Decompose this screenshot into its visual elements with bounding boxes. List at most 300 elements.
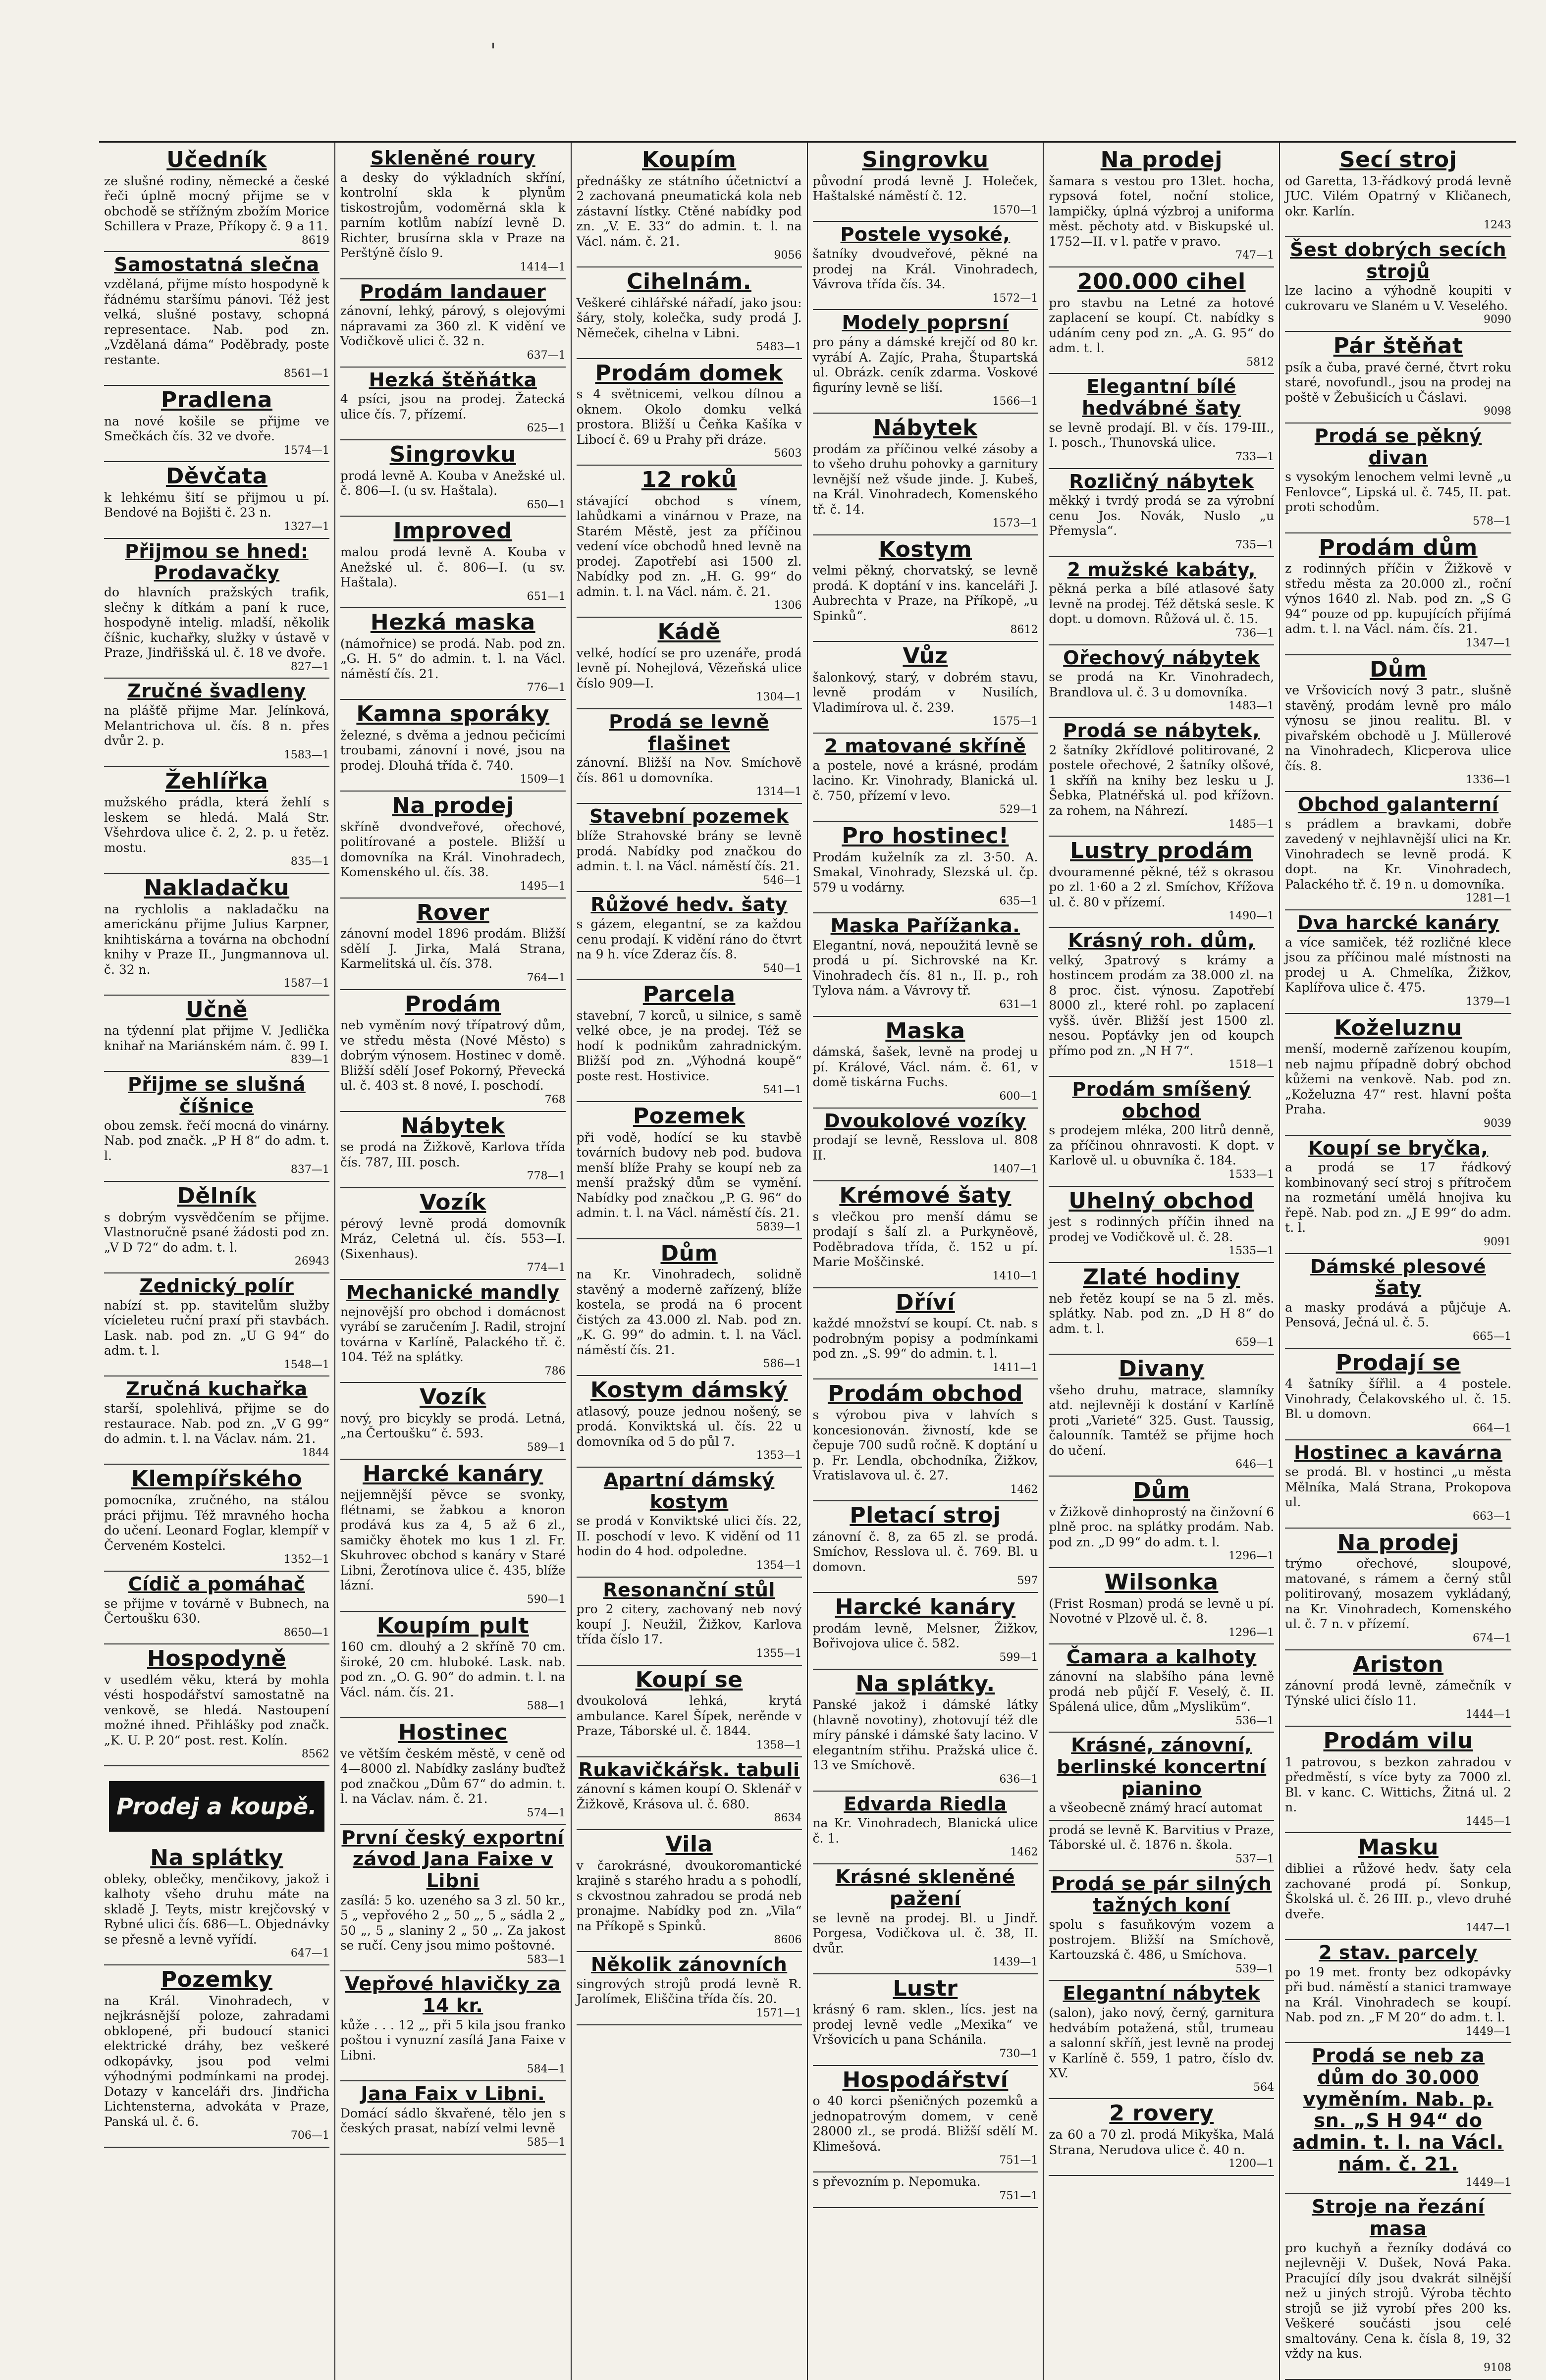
ad-headline: Krémové šaty (839, 1183, 1012, 1209)
ad-reference-number: 1281—1 (1466, 892, 1511, 905)
ad-headline: Harcké kanáry (835, 1594, 1016, 1620)
ad-headline: Prodám landauer (360, 280, 546, 303)
ad-body: neb vyměním nový třípatrový dům, ve středu města (Nové Město) s dobrým výnosem. Hostinec v domě. Bližší sdělí Josef Pokorný, Převecká ul. č. 403 st. 8 nové, I. poschodí. (340, 1018, 566, 1093)
classified-ad (813, 1109, 1038, 1182)
ad-reference-number: 1347—1 (1466, 636, 1511, 649)
classified-ad (1049, 267, 1274, 374)
classified-ad (813, 1379, 1038, 1501)
classified-ad (1285, 655, 1511, 792)
ad-reference-number: 1379—1 (1466, 995, 1511, 1008)
ad-body: zánovní prodá levně, zámečník v Týnské ulici číslo 11. (1285, 1678, 1511, 1708)
classified-ad (1285, 332, 1511, 423)
ad-body: s dobrým vysvědčením se přijme. Vlastnoručně psané žádosti pod zn. „V D 72“ do adm. t. l. (104, 1210, 329, 1255)
ad-reference-number: 9091 (1484, 1235, 1511, 1248)
classified-ad (1049, 645, 1274, 719)
ad-headline: Prodá se levně flašinet (609, 711, 769, 754)
ad-reference-number: 1353—1 (756, 1449, 802, 1462)
ad-reference-number: 646—1 (1235, 1458, 1275, 1471)
ad-headline: Elegantní bílé hedvábné šaty (1082, 375, 1241, 420)
ad-body: menší, moderně zařízenou koupím, neb najmu případně dobrý obchod kůžemi na venkově. Nab. pod zn. „Koželuzna 47“ rest. hlavní pošta Praha. (1285, 1042, 1511, 1117)
classified-columns (99, 141, 1516, 2374)
ad-body: Elegantní, nová, nepoužitá levně se prodá u pí. Sichrovské na Kr. Vinohradech čís. 81 n., II. p., roh Tylova nám. a Vávrovy tř. (812, 938, 1038, 998)
ad-headline: Uhelný obchod (1068, 1188, 1255, 1214)
ad-body: se prodá na Žižkově, Karlova třída čís. 787, III. posch. (340, 1140, 566, 1169)
ad-body: za 60 a 70 zl. prodá Mikyška, Malá Strana, Nerudova ulice č. 40 n. (1049, 2127, 1275, 2157)
ad-reference-number: 597 (1017, 1575, 1038, 1587)
classified-ad (1285, 910, 1511, 1014)
ad-reference-number: 1490—1 (1228, 910, 1275, 923)
ad-body: 160 cm. dlouhý a 2 skříně 70 cm. široké, 20 cm. hluboké. Lask. nab. pod zn. „O. G. 90“ do admin. t. l. na Václ. nám. čís. 21. (340, 1640, 566, 1699)
ad-body: ze slušné rodiny, německé a české řeči úplně mocný přijme se v obchodě se střížným zbožím Morice Schillera v Praze, Příkopy č. 9 a 11. (104, 173, 329, 234)
ad-body: 4 psíci, jsou na prodej. Žatecká ulice čís. 7, přízemí. (340, 392, 566, 422)
ad-reference-number: 585—1 (527, 2136, 566, 2149)
ad-headline: Divany (1119, 1356, 1205, 1382)
ad-headline: Cihelnám. (627, 268, 751, 294)
ad-body: dámská, šašek, levně na prodej u pí. Králové, Václ. nám. č. 61, v domě tiskárna Fuchs. (812, 1045, 1038, 1090)
ad-reference-number: 8562 (301, 1748, 329, 1761)
classified-ad (104, 146, 329, 252)
ad-body: každé množství se koupí. Ct. nab. s podrobným popisy a podmínkami pod zn. „S. 99“ do admin. t. l. (812, 1316, 1038, 1361)
ad-reference-number: 1336—1 (1466, 774, 1511, 787)
classified-ad (104, 1182, 329, 1273)
ad-headline: Masku (1358, 1835, 1439, 1860)
ad-headline: Pradlena (160, 387, 272, 413)
ad-reference-number: 1445—1 (1466, 1815, 1511, 1828)
classified-ad (340, 2081, 566, 2155)
classified-ad (577, 1757, 802, 1831)
ad-reference-number: 827—1 (290, 660, 329, 673)
classified-ad (340, 1718, 566, 1825)
ad-reference-number: 588—1 (527, 1700, 566, 1713)
classified-ad (813, 1670, 1038, 1792)
ad-reference-number: 1535—1 (1228, 1245, 1275, 1258)
classified-ad (1049, 1477, 1274, 1568)
ad-body: nový, pro bicykly se prodá. Letná, „na Čertoušku“ č. 593. (340, 1411, 566, 1441)
ad-body: v usedlém věku, která by mohla vésti hospodářství samostatně na venkově, se hledá. Nastoupení možné ihned. Přihlášky pod značk. „K. U. P. 20“ post. rest. Kolín. (104, 1672, 329, 1747)
classified-ad (577, 1468, 802, 1578)
ad-reference-number: 1518—1 (1228, 1058, 1275, 1071)
ad-headline: Prodám smíšený obchod (1072, 1078, 1251, 1122)
ad-body: po 19 met. fronty bez odkopávky při bud. náměstí a stanici tramwaye na Král. Vinohradech se koupí. Nab. pod zn. „F M 20“ do adm. t. l. (1285, 1964, 1511, 2025)
ad-reference-number: 733—1 (1235, 450, 1275, 463)
ad-reference-number: 1355—1 (756, 1647, 802, 1660)
ad-headline: Hezká štěňátka (369, 369, 537, 391)
ad-headline: Pár štěňat (1333, 333, 1463, 359)
ad-body: spolu s fasuňkovým vozem a postrojem. Bližší na Smíchově, Kartouzská č. 486, u Smíchova. (1049, 1917, 1275, 1962)
classified-ad (1049, 2099, 1274, 2175)
ad-reference-number: 751—1 (999, 2154, 1038, 2167)
ad-body: pěkná perka a bílé atlasové šaty levně na prodej. Též dětská sesle. K dopt. u domovn. Růžová ul. č. 15. (1049, 582, 1275, 627)
ad-headline: Elegantní nábytek (1063, 1982, 1260, 2005)
ad-reference-number: 5483—1 (756, 341, 802, 354)
ad-headline: Rukavičkářsk. tabuli (578, 1758, 800, 1781)
classified-ad (1049, 1355, 1274, 1477)
ad-reference-number: 26943 (294, 1255, 329, 1268)
ad-reference-number: 9090 (1484, 314, 1511, 326)
ad-reference-number: 1583—1 (283, 748, 329, 761)
ad-headline: Na prodej (1337, 1530, 1459, 1555)
ad-headline: Děvčata (165, 464, 267, 489)
ad-headline: Prodám domek (595, 360, 783, 386)
ad-headline: Wilsonka (1105, 1569, 1219, 1595)
classified-ad (577, 267, 802, 359)
ad-reference-number: 839—1 (290, 1054, 329, 1066)
classified-ad (1049, 1821, 1274, 1871)
ad-headline: Žehlířka (165, 768, 268, 794)
ad-reference-number: 5839—1 (756, 1220, 802, 1233)
ad-headline: Mechanické mandly (346, 1281, 560, 1303)
ad-headline: Na prodej (1100, 147, 1223, 172)
top-mark: ' (490, 40, 496, 62)
classified-ad (577, 359, 802, 466)
classified-ad (813, 414, 1038, 535)
ad-body: a masky prodává a půjčuje A. Pensová, Ječná ul. č. 5. (1285, 1300, 1511, 1330)
ad-body: s vysokým lenochem velmi levně „u Fenlovce“, Lipská ul. č. 745, II. pat. proti schodům. (1285, 470, 1511, 515)
classified-ad (104, 874, 329, 996)
ad-reference-number: 1573—1 (992, 517, 1038, 530)
ad-headline: Nábytek (873, 415, 978, 440)
ad-reference-number: 735—1 (1235, 538, 1275, 551)
classified-ad (813, 222, 1038, 310)
classified-ad (104, 1465, 329, 1571)
classified-ad (1049, 1981, 1274, 2099)
ad-reference-number: 778—1 (527, 1170, 566, 1183)
classified-ad (813, 1501, 1038, 1593)
ad-headline: Harcké kanáry (363, 1461, 543, 1486)
ad-headline: Vůz (903, 643, 948, 669)
ad-headline: Vepřové hlavičky za 14 kr. (345, 1973, 561, 2017)
ad-body: se přijme v továrně v Bubnech, na Čertoušku 630. (104, 1596, 329, 1626)
ad-headline: Čamara a kalhoty (1066, 1646, 1257, 1668)
ad-headline: Prodá se pár silných tažných koní (1051, 1872, 1272, 1916)
ad-reference-number: 529—1 (999, 803, 1038, 816)
ad-headline: Kostym dámský (590, 1377, 788, 1403)
ad-body: neb řetěz koupí se na 5 zl. měs. splátky. Nab. pod zn. „D H 8“ do adm. t. l. (1049, 1291, 1275, 1336)
classified-ad (1285, 2043, 1511, 2194)
classified-ad (1285, 1440, 1511, 1529)
classified-ad (1285, 1940, 1511, 2044)
classified-ad (104, 1965, 329, 2148)
ad-body: a desky do výkladních skříní, kontrolní skla k plynům tiskostrojům, vodoměrná skla k parním kotlům nabízí levně D. Richter, brusírna skla v Praze na Perštýně číslo 9. (340, 170, 566, 261)
classified-ad (813, 642, 1038, 734)
ad-headline: Postele vysoké, (840, 223, 1011, 246)
ad-body: 2 šatníky 2křídlové politirované, 2 postele ořechové, 2 šatníky olšové, 1 skříň na knihy bez lesku u J. Šebka, Platnéřská ul. pod křížovn. za rohem, na Náhrezí. (1049, 742, 1275, 818)
column-3 (572, 143, 808, 2380)
ad-reference-number: 1306 (774, 599, 802, 612)
ad-headline: Lustr (893, 1975, 958, 2001)
ad-headline: Přijmou se hned: Prodavačky (125, 540, 309, 584)
ad-reference-number: 589—1 (527, 1441, 566, 1454)
ad-headline: Nábytek (401, 1113, 505, 1139)
ad-headline: Hospodářství (842, 2067, 1009, 2093)
ad-body: na Král. Vinohradech, v nejkrásnější poloze, zahradami obklopené, při budoucí stanici elektrické dráhy, bez veškeré odkopávky, jsou pod velmi výhodnými podmínkami na prodej. Dotazy v kanceláři drs. Jindřicha Lichtensterna, advokáta v Praze, Panská ul. č. 6. (104, 1993, 329, 2129)
ad-body: prodá se levně K. Barvitius v Praze, Táborské ul. č. 1876 n. škola. (1049, 1822, 1275, 1852)
classified-ad (340, 517, 566, 608)
ad-reference-number: 651—1 (527, 590, 566, 603)
ad-body: původní prodá levně J. Holeček, Haštalské náměstí č. 12. (812, 173, 1038, 204)
ad-body: z rodinných příčin v Žižkově v středu města za 20.000 zl., roční výnos 1640 zl. Nab. pod zn. „S G 94“ pouze od pp. kupujících přijímá adm. t. l. na Václ. nám. čís. 21. (1285, 561, 1511, 636)
ad-reference-number: 1447—1 (1466, 1922, 1511, 1935)
ad-headline: Ořechový nábytek (1063, 646, 1260, 669)
classified-ad (577, 1830, 802, 1952)
classified-ad (813, 535, 1038, 642)
classified-ad (1049, 928, 1274, 1077)
ad-reference-number: 1444—1 (1466, 1708, 1511, 1721)
classified-ad (1049, 374, 1274, 469)
classified-ad (813, 1974, 1038, 2066)
ad-body: v čarokrásné, dvoukoromantické krajině s starého hradu a s pohodlí, s ckvostnou zahradou se prodá neb pronajme. Nabídky pod zn. „Vila“ na Příkopě s Spinků. (576, 1858, 802, 1933)
ad-body: se prodá na Kr. Vinohradech, Brandlova ul. č. 3 u domovníka. (1049, 670, 1275, 699)
ad-headline: První český exportní závod Jana Faixe v Libni (341, 1826, 564, 1892)
classified-ad (813, 734, 1038, 822)
ad-reference-number: 1449—1 (1466, 2025, 1511, 2038)
classified-ad (104, 679, 329, 767)
ad-reference-number: 1462 (1010, 1483, 1038, 1496)
ad-reference-number: 536—1 (1235, 1714, 1275, 1727)
ad-body: vzdělaná, přijme místo hospodyně k řádnému staršímu pánovi. Též jest velká, slušné postavy, schopná representace. Nab. pod zn. „Vzdělaná dáma“ Poděbrady, poste restante. (104, 277, 329, 367)
ad-headline: Prodá se nábytek, (1063, 720, 1260, 742)
ad-body: Prodám kuželník za zl. 3·50. A. Smakal, Vinohrady, Slezská ul. čp. 579 u vodárny. (812, 849, 1038, 895)
ad-reference-number: 1304—1 (756, 691, 802, 704)
ad-headline: Prodám dům (1319, 534, 1478, 560)
classified-ad (1285, 1833, 1511, 1940)
classified-ad (104, 386, 329, 462)
ad-body: na Kr. Vinohradech, solidně stavěný a moderně zařízený, blíže kostela, se prodá na 6 procent čistých za 43.000 zl. Nab. pod zn. „K. G. 99“ do admin. t. l. na Václ. náměstí čís. 21. (576, 1267, 802, 1357)
ad-body: obou zemsk. řečí mocná do vinárny. Nab. pod značk. „P H 8“ do adm. t. l. (104, 1118, 329, 1163)
ad-reference-number: 774—1 (527, 1262, 566, 1274)
ad-body: s vlečkou pro menší dámu se prodají s šalí zl. a Purkyněově, Poděbradova třída, č. 152 u pí. Marie Moščinské. (812, 1209, 1038, 1269)
ad-headline: Improved (393, 518, 513, 544)
ad-body: pérový levně prodá domovník Mráz, Celetná ul. čís. 553—I. (Sixenhaus). (340, 1216, 566, 1261)
ad-body: šalonkový, starý, v dobrém stavu, levně prodám v Nusilích, Vladimírova ul. č. 239. (812, 670, 1038, 715)
classified-ad (340, 1112, 566, 1188)
classified-ad (1285, 1014, 1511, 1136)
ad-headline: Pozemek (633, 1104, 746, 1129)
ad-body: přednášky ze státního účetnictví a 2 zachovaná pneumatická kola neb zástavní lístky. Ctěné nabídky pod zn. „V. E. 33“ do admin. t. l. na Václ. nám. č. 21. (576, 173, 802, 249)
ad-reference-number: 1483—1 (1228, 700, 1275, 713)
ad-body: Panské jakož i dámské látky (hlavně novotiny), zhotovují též dle míry pánské i dámské šaty lacino. V elegantním střihu. Pražská ulice č. 13 ve Smíchově. (812, 1697, 1038, 1773)
ad-headline: Krásné skleněné pažení (835, 1866, 1015, 1909)
ad-headline: 2 rovery (1109, 2101, 1214, 2126)
ad-reference-number: 564 (1253, 2081, 1275, 2094)
ad-reference-number: 583—1 (527, 1953, 566, 1966)
classified-ad (577, 1666, 802, 1757)
ad-body: při vodě, hodící se ku stavbě továrních budovy neb pod. budova menší blíže Prahy se koupí neb za menší pražský dům se vymění. Nabídky pod značkou „P. G. 96“ do admin. t. l. na Václ. náměstí čís. 21. (576, 1130, 802, 1220)
ad-headline: Na splátky. (855, 1671, 995, 1696)
ad-body: jest s rodinných příčin ihned na prodej ve Vodičkově ul. č. 28. (1049, 1215, 1275, 1244)
classified-ad (577, 709, 802, 804)
ad-reference-number: 537—1 (1235, 1852, 1275, 1865)
classified-ad (1285, 1529, 1511, 1650)
ad-body: pro kuchyň a řezníky dodává co nejlevněji V. Dušek, Nová Paka. Pracující díly jsou dvakrát silnější než u jiných strojů. Výroba těchto strojů se již vyrobí přes 200 ks. Veškeré součásti jsou celé smaltovány. Cena k. čísla 8, 19, 32 vždy na kus. (1285, 2240, 1511, 2361)
ad-reference-number: 1462 (1010, 1846, 1038, 1859)
ad-body: trýmo ořechové, sloupové, matované, s rámem a černý stůl politirovaný, mosazem vykládaný, na Kr. Vinohradech, Komenského ul. č. 7 n. v přízemí. (1285, 1556, 1511, 1632)
ad-reference-number: 1449—1 (1466, 2176, 1511, 2189)
ad-headline: Prodají se (1335, 1350, 1461, 1375)
ad-reference-number: 1414—1 (520, 261, 566, 273)
ad-reference-number: 706—1 (290, 2129, 329, 2142)
ad-headline: Krásný roh. dům, (1068, 930, 1255, 952)
ad-body: na rychlolis a nakladačku na americkánu přijme Julius Karpner, knihtiskárna a továrna na obchodní knihy v Praze II., Jungmannova ul. č. 32 n. (104, 901, 329, 977)
ad-headline: 2 mužské kabáty, (1067, 558, 1256, 581)
ad-headline: Prodám obchod (827, 1381, 1023, 1407)
ad-reference-number: 586—1 (763, 1358, 802, 1371)
classified-ad (340, 899, 566, 990)
ad-reference-number: 1533—1 (1228, 1168, 1275, 1181)
ad-headline: Prodám (405, 991, 501, 1017)
ad-headline: Zlaté hodiny (1083, 1265, 1240, 1290)
ad-reference-number: 9098 (1484, 405, 1511, 418)
ad-reference-number: 659—1 (1235, 1336, 1275, 1349)
ad-body: měkký i tvrdý prodá se za výrobní cenu Jos. Novák, Nuslo „u Přemysla“. (1049, 493, 1275, 538)
ad-headline: Na splátky (150, 1845, 283, 1871)
ad-reference-number: 835—1 (290, 855, 329, 868)
classified-ad (1049, 1263, 1274, 1355)
classified-ad (577, 980, 802, 1102)
ad-headline: Kamna sporáky (356, 701, 550, 727)
ad-reference-number: 1354—1 (756, 1559, 802, 1572)
classified-ad (104, 767, 329, 874)
classified-ad (340, 1612, 566, 1718)
ad-body: 1 patrovou, s bezkon zahradou v předměstí, s více byty za 7000 zl. Bl. v kanc. C. Wittichs, Žitná ul. 2 n. (1285, 1754, 1511, 1815)
ad-body: zánovní na slabšího pána levně prodá neb půjčí F. Veselý, č. II. Spálená ulice, dům „Mysliküm“. (1049, 1669, 1275, 1714)
ad-headline: Secí stroj (1339, 147, 1457, 172)
ad-body: a prodá se 17 řádkový kombinovaný secí stroj s přítročem na rozmetání umělá hnojiva ku řepě. Nab. pod zn. „J E 99“ do adm. t. l. (1285, 1160, 1511, 1235)
ad-body: zánovní. Bližší na Nov. Smíchově čís. 861 u domovníka. (576, 755, 802, 785)
ad-reference-number: 1358—1 (756, 1739, 802, 1751)
ad-body: do hlavních pražských trafik, slečny k dítkám a paní k ruce, hospodyně intelig. mladší, několik číšnic, kuchařky, služky v ústavě v Praze, Jindřišská ul. č. 18 ve dvoře. (104, 585, 329, 660)
ad-reference-number: 665—1 (1473, 1330, 1511, 1343)
ad-body: ve větším českém městě, v ceně od 4—8000 zl. Nabídky zaslány buďtež pod značkou „Dům 67“ do admin. t. l. na Václav. nám. č. 21. (340, 1746, 566, 1806)
classified-ad (577, 1376, 802, 1468)
ad-reference-number: 747—1 (1235, 249, 1275, 262)
ad-headline: Pro hostinec! (842, 823, 1009, 849)
ad-reference-number: 1439—1 (992, 1956, 1038, 1969)
ad-body: nejnovější pro obchod i domácnost vyrábí se zaručením J. Radil, strojní továrna v Karlíně, Palackého tř. č. 104. Též na splátky. (340, 1304, 566, 1365)
ad-body: dvoukolová lehká, krytá ambulance. Karel Šípek, nerěnde v Praze, Táborské ul. č. 1844. (576, 1693, 802, 1739)
ad-body: 4 šatníky šířlil. a 4 postele. Vinohrady, Čelakovského ul. č. 15. Bl. u domovn. (1285, 1376, 1511, 1422)
ad-headline: Kostym (878, 536, 972, 562)
ad-reference-number: 1566—1 (992, 395, 1038, 408)
ad-headline: Maska (885, 1018, 965, 1044)
classified-ad (340, 1460, 566, 1612)
ad-headline: Šest dobrých secích strojů (1290, 238, 1507, 282)
ad-reference-number: 590—1 (527, 1593, 566, 1606)
ad-body: a postele, nové a krásné, prodám lacino. Kr. Vinohrady, Blanická ul. č. 750, přízemí v levo. (812, 758, 1038, 803)
classified-ad (1049, 718, 1274, 837)
ad-body: se prodá. Bl. v hostinci „u města Mělníka, Malá Strana, Prokopova ul. (1285, 1465, 1511, 1510)
ad-headline: Dům (1369, 656, 1427, 682)
ad-reference-number: 664—1 (1473, 1422, 1511, 1434)
ad-headline: Vozík (420, 1189, 486, 1215)
ad-reference-number: 635—1 (999, 895, 1038, 908)
ad-reference-number: 647—1 (290, 1947, 329, 1960)
ad-headline: Prodám vilu (1323, 1728, 1473, 1754)
ad-reference-number: 764—1 (527, 971, 566, 984)
ad-body: s převozním p. Nepomuka. (812, 2174, 981, 2189)
ad-body: psík a čuba, pravé černé, čtvrt roku staré, novofundl., jsou na prodej na poště v Žebušicích u Čáslavi. (1285, 360, 1511, 405)
ad-body: v Žižkově dinhoprostý na činžovní 6 plně proc. na splátky prodám. Nab. pod zn. „D 99“ do adm. t. l. (1049, 1504, 1275, 1549)
ad-headline: Singrovku (389, 442, 516, 468)
ad-headline: Dříví (896, 1289, 955, 1315)
ad-headline: Kádě (657, 619, 721, 645)
ad-reference-number: 9056 (774, 249, 802, 262)
classified-ad (577, 1578, 802, 1666)
classified-ad (813, 1181, 1038, 1288)
classified-ad (813, 1017, 1038, 1109)
ad-reference-number: 1314—1 (756, 786, 802, 798)
classified-ad (340, 700, 566, 792)
column-4 (808, 143, 1044, 2380)
ad-body: s prodejem mléka, 200 litrů denně, za příčinou ohnravosti. K dopt. v Karlově ul. u obuvníka č. 184. (1049, 1123, 1275, 1168)
ad-body: stavební, 7 korců, u silnice, s samě velké obce, je na prodej. Též se hodí k podnikům zahradnickým. Bližší pod zn. „Výhodná koupě“ poste rest. Hostivice. (576, 1008, 802, 1083)
ad-headline: Dvoukolové vozíky (824, 1110, 1026, 1132)
ad-reference-number: 1411—1 (992, 1361, 1038, 1374)
classified-ad (1285, 1349, 1511, 1440)
ad-reference-number: 8619 (301, 234, 329, 247)
ad-headline: Apartní dámský kostym (603, 1469, 775, 1513)
ad-body: s gázem, elegantní, se za každou cenu prodají. K vidění ráno do čtvrt na 9 h. více Zderaz čís. 8. (576, 917, 802, 962)
ad-reference-number: 637—1 (527, 349, 566, 362)
ad-headline: Růžové hedv. šaty (590, 894, 788, 916)
ad-headline: Pletací stroj (850, 1503, 1001, 1529)
ad-body: singrových strojů prodá levně R. Jarolímek, Eliščina třída čís. 20. (576, 1976, 802, 2007)
ad-headline: 2 stav. parcely (1319, 1941, 1478, 1963)
classified-ad (104, 1844, 329, 1965)
ad-headline: Dva harcké kanáry (1297, 912, 1499, 934)
classified-ad (813, 822, 1038, 913)
ad-reference-number: 1570—1 (992, 204, 1038, 216)
classified-ad (813, 2172, 1038, 2208)
classified-ad (813, 2066, 1038, 2172)
ad-headline: Resonanční stůl (603, 1579, 775, 1601)
section-banner: Prodej a koupě. (109, 1781, 324, 1832)
classified-ad (1285, 1650, 1511, 1727)
ad-body: mužského prádla, která žehlí s leskem se hledá. Malá Str. Všehrdova ulice č. 2, 2. p. u řetěz. mostu. (104, 795, 329, 855)
ad-headline: Cídič a pomáhač (128, 1573, 305, 1595)
ad-reference-number: 9039 (1484, 1117, 1511, 1130)
ad-body: krásný 6 ram. sklen., lícs. jest na prodej levně vedle „Mexika“ ve Vršovicích u pana Schánila. (812, 2002, 1038, 2047)
classified-ad (1285, 1727, 1511, 1833)
ad-body: zánovní č. 8, za 65 zl. se prodá. Smíchov, Resslova ul. č. 769. Bl. u domovn. (812, 1529, 1038, 1574)
ad-body: dibliei a růžové hedv. šaty cela zachované prodá pí. Sonkup, Školská ul. č. 26 III. p., vlevo druhé dveře. (1285, 1861, 1511, 1921)
ad-body: (námořnice) se prodá. Nab. pod zn. „G. H. 5“ do admin. t. l. na Václ. náměstí čís. 21. (340, 636, 566, 681)
ad-headline: Koželuznu (1334, 1015, 1462, 1041)
ad-body: k lehkému šití se přijmou u pí. Bendové na Bojišti č. 23 n. (104, 490, 329, 520)
ad-reference-number: 1495—1 (520, 880, 566, 893)
classified-ad (1049, 1871, 1274, 1981)
ad-body: a všeobecně známý hrací automat (1049, 1800, 1263, 1815)
classified-ad (340, 1188, 566, 1280)
classified-ad (1049, 1568, 1274, 1644)
classified-ad (1285, 146, 1511, 237)
ad-body: a více samiček, též rozličné klece jsou za příčinou malé místnosti na prodej u A. Chmelíka, Žižkov, Kaplířova ulice č. 475. (1285, 935, 1511, 995)
ad-body: malou prodá levně A. Kouba v Anežské ul. č. 806—I. (u sv. Haštala). (340, 545, 566, 590)
classified-ad (104, 1376, 329, 1465)
ad-reference-number: 574—1 (527, 1806, 566, 1819)
ad-body: na Kr. Vinohradech, Blanická ulice č. 1. (812, 1816, 1038, 1846)
ad-headline: Dámské plesové šaty (1310, 1255, 1487, 1299)
classified-ad (1049, 837, 1274, 928)
ad-headline: Stavební pozemek (589, 805, 789, 828)
classified-ad (1049, 1644, 1274, 1733)
ad-body: pro stavbu na Letné za hotové zaplacení se koupí. Ct. nabídky s udáním ceny pod zn. „A. G. 95“ do adm. t. l. (1049, 295, 1275, 356)
classified-ad (340, 368, 566, 441)
ad-body: na plášťě přijme Mar. Jelínková, Melantrichova ul. čís. 8 n. přes dvůr 2. p. (104, 703, 329, 748)
ad-body: zánovní model 1896 prodám. Bližší sdělí J. Jirka, Malá Strana, Karmelitská ul. čís. 378. (340, 926, 566, 971)
ad-headline: Rover (416, 899, 489, 925)
classified-ad (1049, 146, 1274, 267)
